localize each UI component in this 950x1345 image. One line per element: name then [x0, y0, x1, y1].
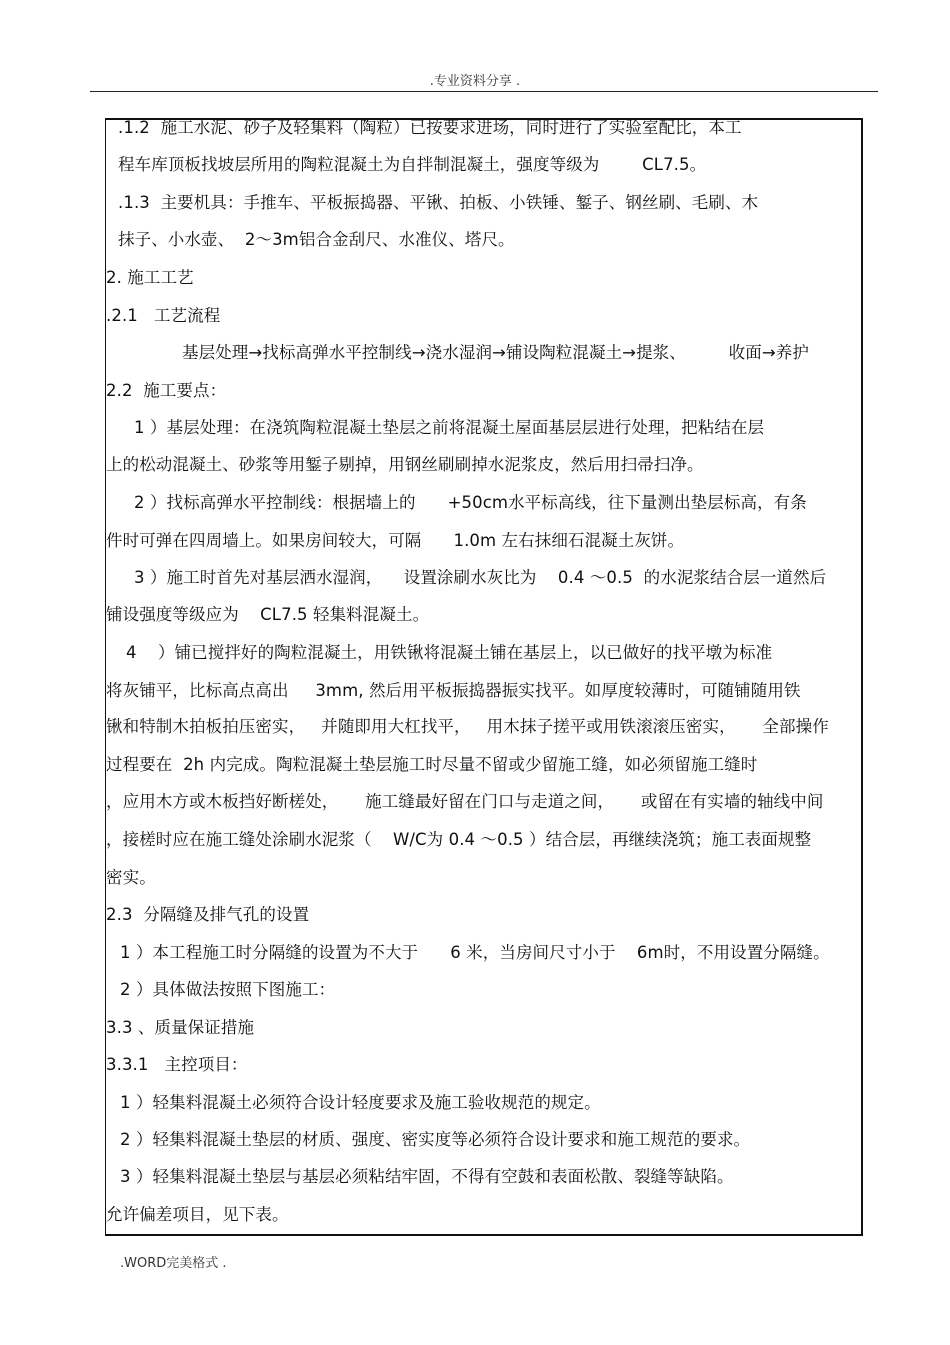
body-line: 2. 施工工艺	[106, 268, 194, 287]
body-line: 将灰铺平，比标高点高出 3mm, 然后用平板振捣器振实找平。如厚度较薄时，可随铺随用铁	[106, 681, 801, 700]
body-line: 3 ）施工时首先对基层洒水湿润， 设置涂刷水灰比为 0.4 ～0.5 的水泥浆结合层一道然后	[134, 568, 827, 587]
body-line: .2.1 工艺流程	[106, 306, 221, 325]
body-line: 2 ）找标高弹水平控制线：根据墙上的 +50cm水平标高线，往下量测出垫层标高，有条	[134, 493, 807, 512]
body-line: 1 ）轻集料混凝土必须符合设计轻度要求及施工验收规范的规定。	[120, 1093, 601, 1112]
body-line: 锹和特制木拍板拍压密实， 并随即用大杠找平， 用木抹子搓平或用铁滚滚压密实， 全部操作	[106, 717, 829, 736]
body-line: 基层处理→找标高弹水平控制线→浇水湿润→铺设陶粒混凝土→提浆、 收面→养护	[182, 343, 809, 362]
body-line: 3.3.1 主控项目：	[106, 1055, 248, 1074]
body-line: 2 ）具体做法按照下图施工：	[120, 980, 336, 999]
page-header: .专业资料分享 .	[429, 74, 521, 89]
body-line: 上的松动混凝土、砂浆等用錾子剔掉，用钢丝刷刷掉水泥浆皮，然后用扫帚扫净。	[106, 455, 704, 474]
body-line: 过程要在 2h 内完成。陶粒混凝土垫层施工时尽量不留或少留施工缝，如必须留施工缝时	[106, 755, 758, 774]
body-line: 3 ）轻集料混凝土垫层与基层必须粘结牢固，不得有空鼓和表面松散、裂缝等缺陷。	[120, 1167, 734, 1186]
body-line: 1 ）本工程施工时分隔缝的设置为不大于 6 米，当房间尺寸小于 6m时，不用设置分隔缝。	[120, 943, 830, 962]
body-line: 1 ）基层处理：在浇筑陶粒混凝土垫层之前将混凝土屋面基层层进行处理，把粘结在层	[134, 418, 765, 437]
body-line: 允许偏差项目，见下表。	[106, 1205, 289, 1224]
body-line: ，应用木方或木板挡好断槎处， 施工缝最好留在门口与走道之间， 或留在有实墙的轴线中间	[106, 792, 824, 811]
body-line: 程车库顶板找坡层所用的陶粒混凝土为自拌制混凝土，强度等级为 CL7.5。	[118, 155, 707, 174]
body-line: 铺设强度等级应为 CL7.5 轻集料混凝土。	[106, 605, 430, 624]
body-line: 4 ）铺已搅拌好的陶粒混凝土，用铁锹将混凝土铺在基层上，以已做好的找平墩为标准	[126, 643, 773, 662]
body-line: 密实。	[106, 868, 156, 887]
header-rule	[90, 91, 878, 92]
body-line: 2.2 施工要点：	[106, 381, 227, 400]
body-line: .1.2 施工水泥、砂子及轻集料（陶粒）已按要求进场，同时进行了实验室配比，本工	[118, 118, 742, 137]
body-line: 抹子、小水壶、 2～3m铝合金刮尺、水准仪、塔尺。	[118, 230, 515, 249]
body-line: 2.3 分隔缝及排气孔的设置	[106, 905, 310, 924]
body-line: 3.3 、质量保证措施	[106, 1018, 255, 1037]
body-line: 2 ）轻集料混凝土垫层的材质、强度、密实度等必须符合设计要求和施工规范的要求。	[120, 1130, 751, 1149]
page-footer: .WORD完美格式 .	[120, 1256, 227, 1271]
body-line: 件时可弹在四周墙上。如果房间较大，可隔 1.0m 左右抹细石混凝土灰饼。	[106, 531, 685, 550]
body-line: .1.3 主要机具：手推车、平板振捣器、平锹、拍板、小铁锤、錾子、钢丝刷、毛刷、木	[118, 193, 759, 212]
body-line: ，接槎时应在施工缝处涂刷水泥浆（ W/C为 0.4 ～0.5 ）结合层，再继续浇筑；施工表面规整	[106, 830, 812, 849]
